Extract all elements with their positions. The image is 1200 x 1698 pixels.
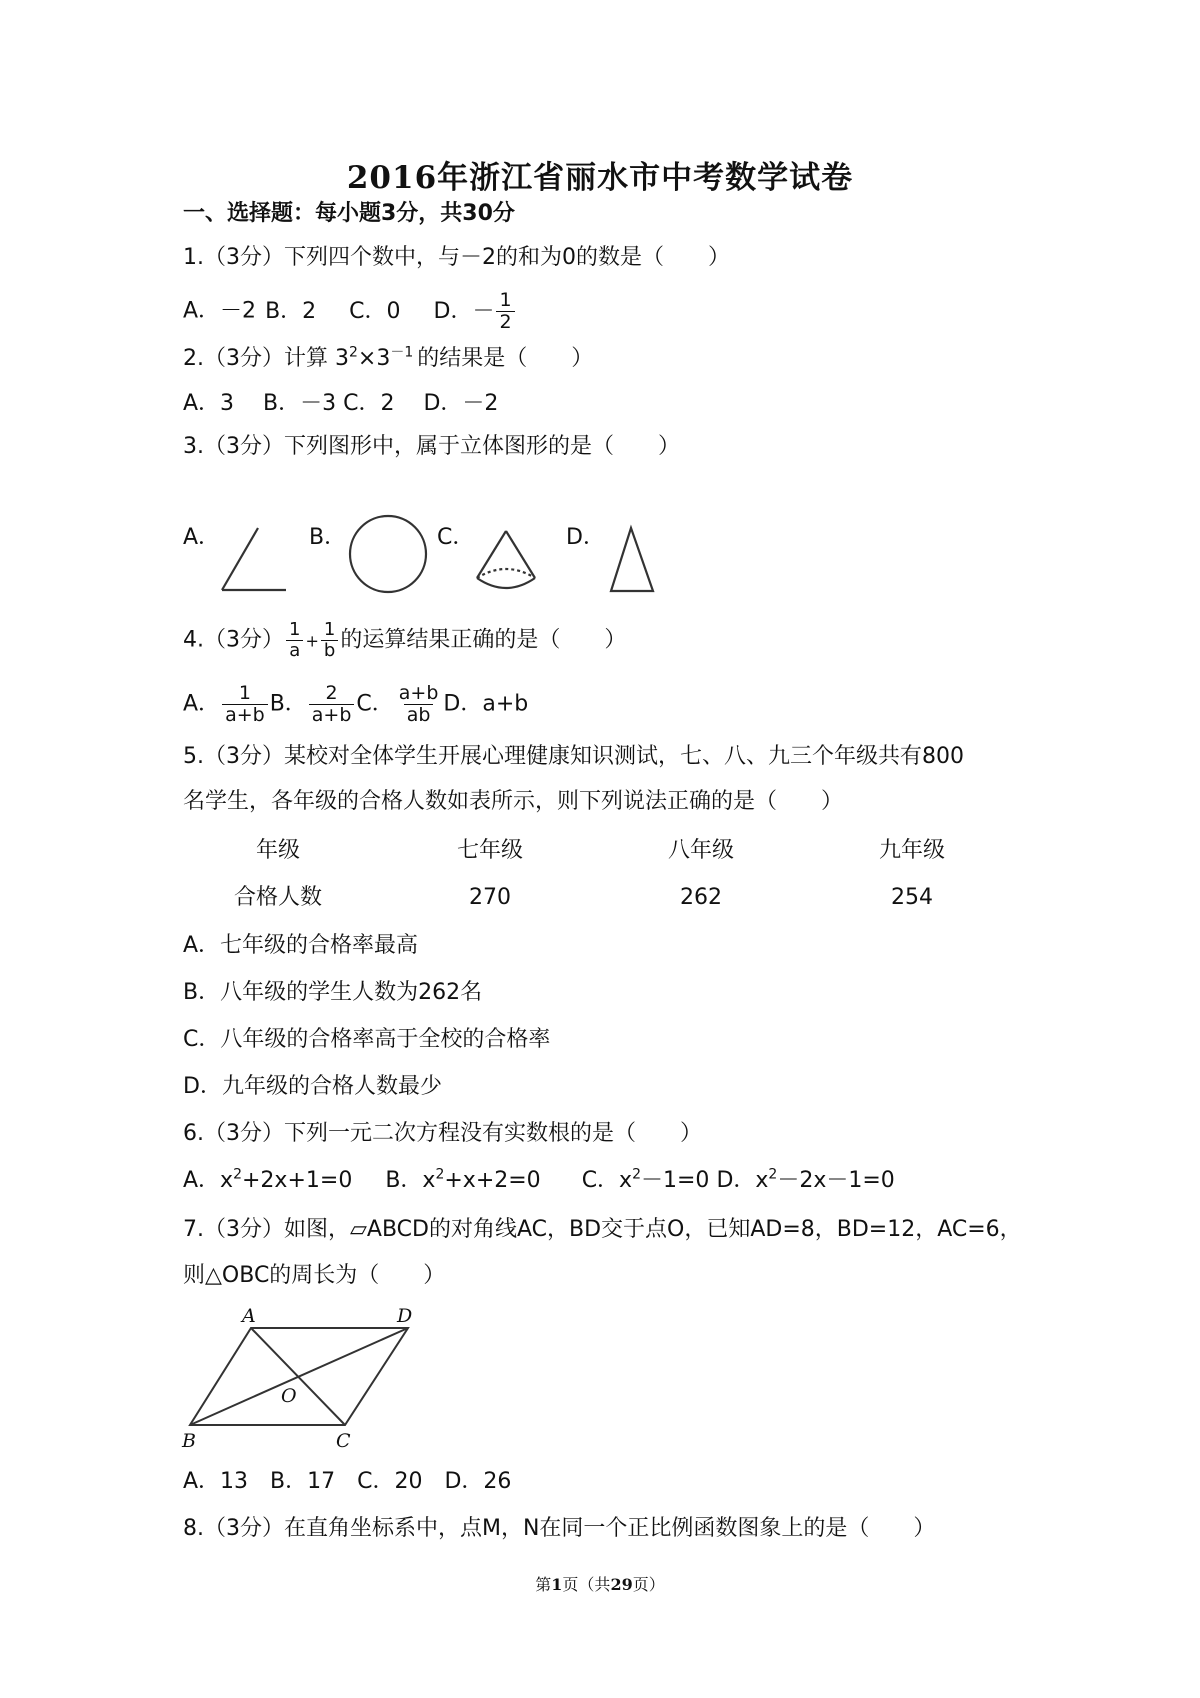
label-d: D (397, 1305, 413, 1327)
q5-option-b: B．八年级的学生人数为262名 (183, 980, 483, 1005)
label-c: C (336, 1430, 351, 1452)
page-title: 2016年浙江省丽水市中考数学试卷 (346, 160, 854, 196)
question-2-stem: 2.（3分）计算 $3^2\times 3^{-1}$ 的结果是（ ） (183, 344, 594, 371)
question-5-stem-line2: 名学生，各年级的合格人数如表所示，则下列说法正确的是（ ） (183, 789, 844, 814)
q3-option-b: B． (309, 525, 347, 550)
table-cell: 合格人数 (233, 885, 322, 910)
q6-option-c: C．$x^2-1=0$ (581, 1166, 710, 1193)
q1-option-d-fraction: $\frac{1}{2}$ (496, 290, 514, 333)
question-8-stem: 8.（3分）在直角坐标系中，点M，N在同一个正比例函数图象上的是（ ） (183, 1516, 936, 1541)
q1-option-b: B．2 (265, 298, 317, 324)
question-5-stem-line1: 5.（3分）某校对全体学生开展心理健康知识测试，七、八、九三个年级共有800 (183, 744, 964, 769)
q4-option-d: D．a+b (443, 691, 529, 717)
q1-option-a: A．－2 (183, 298, 257, 324)
q6-option-b: B．$x^2+x+2=0$ (385, 1166, 541, 1193)
table-cell: 254 (891, 885, 933, 910)
diagonal-bd (190, 1328, 408, 1425)
question-7-stem-line1: 7.（3分）如图，▱ABCD的对角线AC，BD交于点O，已知AD=8，BD=12，AC=6， (183, 1217, 1022, 1242)
table-header-cell: 七年级 (456, 838, 523, 863)
q3-option-d: D． (566, 525, 605, 550)
q1-option-c: C．0 (349, 298, 401, 324)
page-footer: 第1页（共29页） (535, 1575, 665, 1594)
q4-fraction-1b: $\frac{1}{b}$ (321, 620, 338, 661)
q6-option-d: D．$x^2-2x-1=0$ (716, 1166, 895, 1193)
table-header-cell: 八年级 (667, 838, 734, 863)
q5-option-c: C．八年级的合格率高于全校的合格率 (183, 1027, 551, 1052)
question-7-stem-line2: 则△OBC的周长为（ ） (183, 1263, 446, 1288)
question-7-options: A．13 B．17 C．20 D．26 (183, 1469, 512, 1494)
question-3-stem: 3.（3分）下列图形中，属于立体图形的是（ ） (183, 434, 680, 459)
q5-option-a: A．七年级的合格率最高 (183, 933, 419, 958)
section-heading: 一、选择题：每小题3分，共30分 (183, 201, 515, 226)
q4-option-c: C． (356, 691, 394, 717)
q4-option-a: A． (183, 691, 221, 717)
table-cell: 270 (469, 885, 511, 910)
question-1-stem: 1.（3分）下列四个数中，与－2的和为0的数是（ ） (183, 245, 730, 270)
label-a: A (242, 1305, 256, 1327)
q4-option-c-fraction: $\frac{a+b}{ab}$ (398, 682, 439, 726)
question-6-stem: 6.（3分）下列一元二次方程没有实数根的是（ ） (183, 1121, 702, 1146)
question-2-options: A．3 B．－3 C．2 D．－2 (183, 391, 499, 416)
q4-fraction-1a: $\frac{1}{a}$ (286, 620, 303, 661)
q3-option-a: A． (183, 525, 221, 550)
q1-option-d: D．－ (433, 298, 495, 324)
q6-option-a: A．$x^2+2x+1=0$ (183, 1166, 353, 1193)
q4-option-a-fraction: $\frac{1}{a+b}$ (222, 683, 268, 726)
q4-option-b-fraction: $\frac{2}{a+b}$ (309, 683, 355, 726)
page-number: 1 (551, 1575, 563, 1594)
table-cell: 262 (680, 885, 722, 910)
q3-option-c: C． (437, 525, 475, 550)
question-4-stem: 4.（3分） $\frac{1}{a}$ + $\frac{1}{b}$ 的运算结果正确的是（ ） (183, 619, 627, 661)
q4-option-b: B． (269, 691, 307, 717)
total-pages: 29 (610, 1575, 633, 1594)
table-header-cell: 九年级 (878, 838, 945, 863)
q5-option-d: D．九年级的合格人数最少 (183, 1074, 442, 1099)
label-o: O (281, 1385, 297, 1407)
table-header-cell: 年级 (255, 838, 300, 863)
label-b: B (182, 1430, 196, 1452)
